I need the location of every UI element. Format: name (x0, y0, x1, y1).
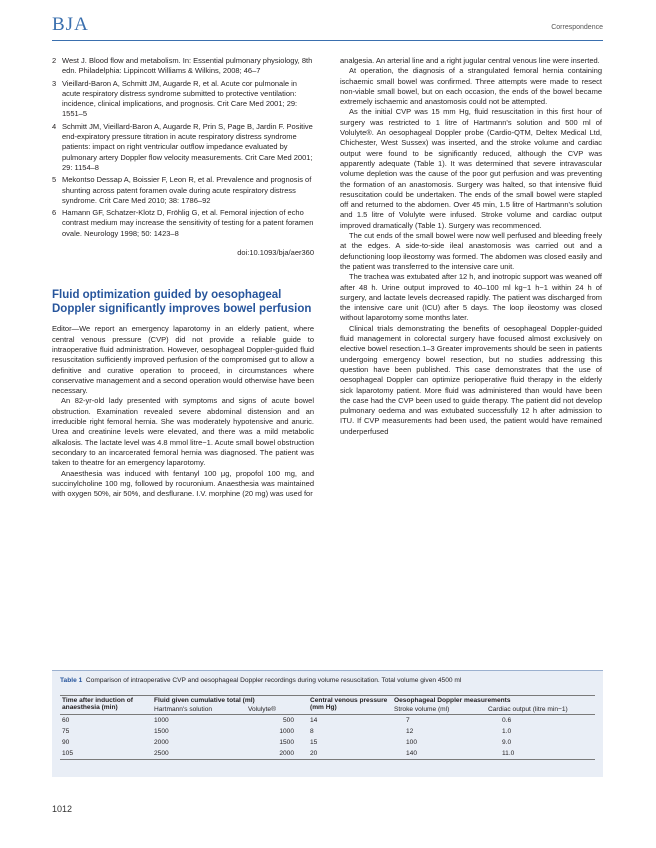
cell: 2000 (154, 739, 169, 746)
col-header-volulyte: Volulyte® (248, 706, 276, 713)
col-header-time: Time after induction of anaesthesia (min) (60, 696, 152, 715)
page-header (52, 14, 603, 38)
table-row (60, 748, 595, 760)
cell: 15 (310, 739, 318, 746)
reference-text: Vieillard-Baron A, Schmitt JM, Augarde R, et al. Acute cor pulmonale in acute respiratory distress syndrome submitted to protective ventilation: incidence, clinical implications, and prognosis. Crit Care Med 2001; 29: 1551–5 (62, 78, 298, 119)
col-header-cvp: Central venous pressure (mm Hg) (308, 696, 392, 715)
cell: 500 (282, 717, 294, 724)
reference-text: West J. Blood flow and metabolism. In: Essential pulmonary physiology, 8th edn. Philadelphia: Lippincott Williams & Wilkins, 2008; 46–7 (62, 56, 313, 76)
cell: 105 (62, 750, 74, 757)
body-paragraph: An 82-yr-old lady presented with symptoms and signs of acute bowel obstruction. Examination revealed severe abdominal distension and an irreducible right femoral hernia. She was moderately hypotensive and anuric. Urea and creatinine levels were elevated, and there was a mild metabolic alkalosis. The lactate level was 4.8 mmol litre−1. Acute small bowel obstruction secondary to an incarcerated femoral hernia was diagnosed. The patient was taken to theatre for an emergency laparotomy. (52, 396, 314, 468)
reference-text: Mekontso Dessap A, Boissier F, Leon R, et al. Prevalence and prognosis of shunting across patent foramen ovale during acute respiratory distress syndrome. Crit Care Med 2010; 38: 1786–92 (62, 175, 312, 205)
cell: 12 (406, 728, 414, 735)
cell: 90 (62, 739, 70, 746)
page-number: 1012 (52, 804, 73, 814)
reference-item (52, 79, 314, 120)
cell: 11.0 (502, 750, 515, 757)
table-row (60, 715, 595, 727)
journal-logo: BJA (52, 14, 89, 35)
section-label: Correspondence (551, 24, 603, 31)
doi: doi:10.1093/bja/aer360 (237, 248, 314, 258)
table-1 (52, 670, 603, 777)
reference-number: 2 (52, 56, 57, 65)
reference-item (52, 175, 314, 206)
cell: 1000 (154, 717, 169, 724)
table-row (60, 726, 595, 737)
data-table (60, 695, 595, 760)
body-paragraph: Clinical trials demonstrating the benefits of oesophageal Doppler-guided fluid management in colorectal surgery have focused almost exclusively on elective bowel resection.1–3 Greater improvements should be seen in patients undergoing emergency bowel resection, but no studies addressing this question have been published. This case demonstrates that the use of oesophageal Doppler can optimize perioperative fluid therapy in the elderly sick laparotomy patient. More fluid was administered than would have been the case had the CVP been used to guide therapy. The patient did not develop pulmonary oedema and was extubated successfully 12 h after admission to ITU. If CVP measurements had been used, the patient would have remained underperfused (340, 323, 602, 436)
reference-number: 3 (52, 78, 57, 88)
table-label: Table 1 (60, 677, 83, 684)
header-rule (52, 40, 603, 41)
reference-number: 4 (52, 121, 57, 131)
reference-item (52, 122, 314, 173)
body-paragraph: At operation, the diagnosis of a strangulated femoral hernia containing ischaemic small bowel was confirmed. Three attempts were made to resect non-viable small bowel, but on each occasion, the ends of the bowel became extremely ischaemic and anastomosis could not be attempted. (340, 66, 602, 107)
table-row (60, 737, 595, 748)
article-title: Fluid optimization guided by oesophageal Doppler significantly improves bowel perfusion (52, 289, 312, 316)
reference-text: Schmitt JM, Vieillard-Baron A, Augarde R, Prin S, Page B, Jardin F. Positive end-expiratory pressure titration in acute respiratory distress syndrome patients: impact on right ventricular outflow impedance evaluated by pulmonary artery Doppler flow velocity measurements. Crit Care Med 2001; 29: 1154–8 (62, 121, 313, 172)
left-column (52, 56, 314, 499)
cell: 14 (310, 717, 318, 724)
cell: 2000 (279, 750, 294, 757)
reference-item (52, 56, 314, 77)
body-paragraph: The cut ends of the small bowel were now well perfused and bleeding freely at the edges. A side-to-side ileal anastomosis was carried out and a defunctioning loop ileostomy was formed. The abdomen was closed easily and the patient was transferred to the intensive care unit. (340, 231, 602, 271)
body-paragraph: The trachea was extubated after 12 h, and inotropic support was weaned off after 48 h. Urine output improved to 40–100 ml kg−1 h−1 within 24 h of surgery, and lactate levels decreased rapidly. The patient was discharged from the intensive care unit (ICU) after 5 days. The loop ileostomy was closed without laparotomy some months later. (340, 272, 602, 323)
cell: 1.0 (502, 728, 512, 735)
col-header-fluid: Fluid given cumulative total (ml) (154, 697, 255, 704)
col-header-stroke-volume: Stroke volume (ml) (394, 706, 450, 713)
cell: 1500 (154, 728, 169, 735)
cell: 100 (406, 739, 418, 746)
table-caption (60, 677, 595, 684)
cell: 9.0 (502, 739, 512, 746)
cell: 2500 (154, 750, 169, 757)
cell: 75 (62, 728, 70, 735)
reference-number: 5 (52, 175, 57, 185)
cell: 20 (310, 750, 318, 757)
cell: 8 (310, 728, 314, 735)
body-paragraph: analgesia. An arterial line and a right jugular central venous line were inserted. (340, 56, 600, 65)
reference-number: 6 (52, 208, 57, 218)
cell: 140 (406, 750, 418, 757)
col-header-doppler: Oesophageal Doppler measurements (394, 697, 511, 704)
reference-item (52, 208, 314, 239)
col-header-hartmann: Hartmann's solution (154, 706, 213, 713)
col-header-cardiac-output: Cardiac output (litre min−1) (488, 706, 568, 713)
body-paragraph: Anaesthesia was induced with fentanyl 100 μg, propofol 100 mg, and succinylcholine 100 mg, followed by rocuronium. Anaesthesia was maintained with oxygen 50%, air 50%, and desflurane. I.V. morphine (20 mg) was used for (52, 468, 314, 499)
body-paragraph: Editor—We report an emergency laparotomy in an elderly patient, where central venous pressure (CVP) did not provide a reliable guide to intraoperative fluid administration. However, oesophageal Doppler-guided fluid resuscitation sufficiently improved perfusion of the compromised gut to allow a definitive and curative operation to proceed, in circumstances where conservative management and a second operation would otherwise have been necessary. (52, 324, 314, 396)
cell: 60 (62, 717, 70, 724)
body-paragraph: As the initial CVP was 15 mm Hg, fluid resuscitation in this first hour of surgery was restricted to 1 litre of Hartmann's solution and 500 ml of Volulyte®. An oesophageal Doppler probe (Cardio-QTM, Deltex Medical Ltd, Chichester, West Sussex) was inserted, and the stroke volume and cardiac output were found to be significantly reduced, although the CVP was apparently adequate (Table 1). It was determined that severe intravascular volume depletion was the cause of the poor gut perfusion and was preventing the formation of an anastomosis. Surgery was halted, so that intensive fluid resuscitation could be undertaken. The ends of the small bowel were stapled off and returned to the abdomen. Over 45 min, 1.5 litre of Hartmann's solution and 1.5 litre of Volulyte were infused. Stroke volume and cardiac output improved dramatically (Table 1). Surgery was recommenced. (340, 107, 602, 230)
table-caption-text: Comparison of intraoperative CVP and oesophageal Doppler recordings during volume resuscitation. Total volume given 4500 ml (85, 677, 462, 684)
cell: 1000 (279, 728, 294, 735)
right-column (340, 56, 602, 437)
cell: 1500 (279, 739, 294, 746)
cell: 0.6 (502, 717, 512, 724)
cell: 7 (406, 717, 410, 724)
reference-text: Hamann GF, Schatzer-Klotz D, Fröhlig G, et al. Femoral injection of echo contrast medium may increase the sensitivity of testing for a patent foramen ovale. Neurology 1998; 50: 1423–8 (62, 208, 314, 238)
